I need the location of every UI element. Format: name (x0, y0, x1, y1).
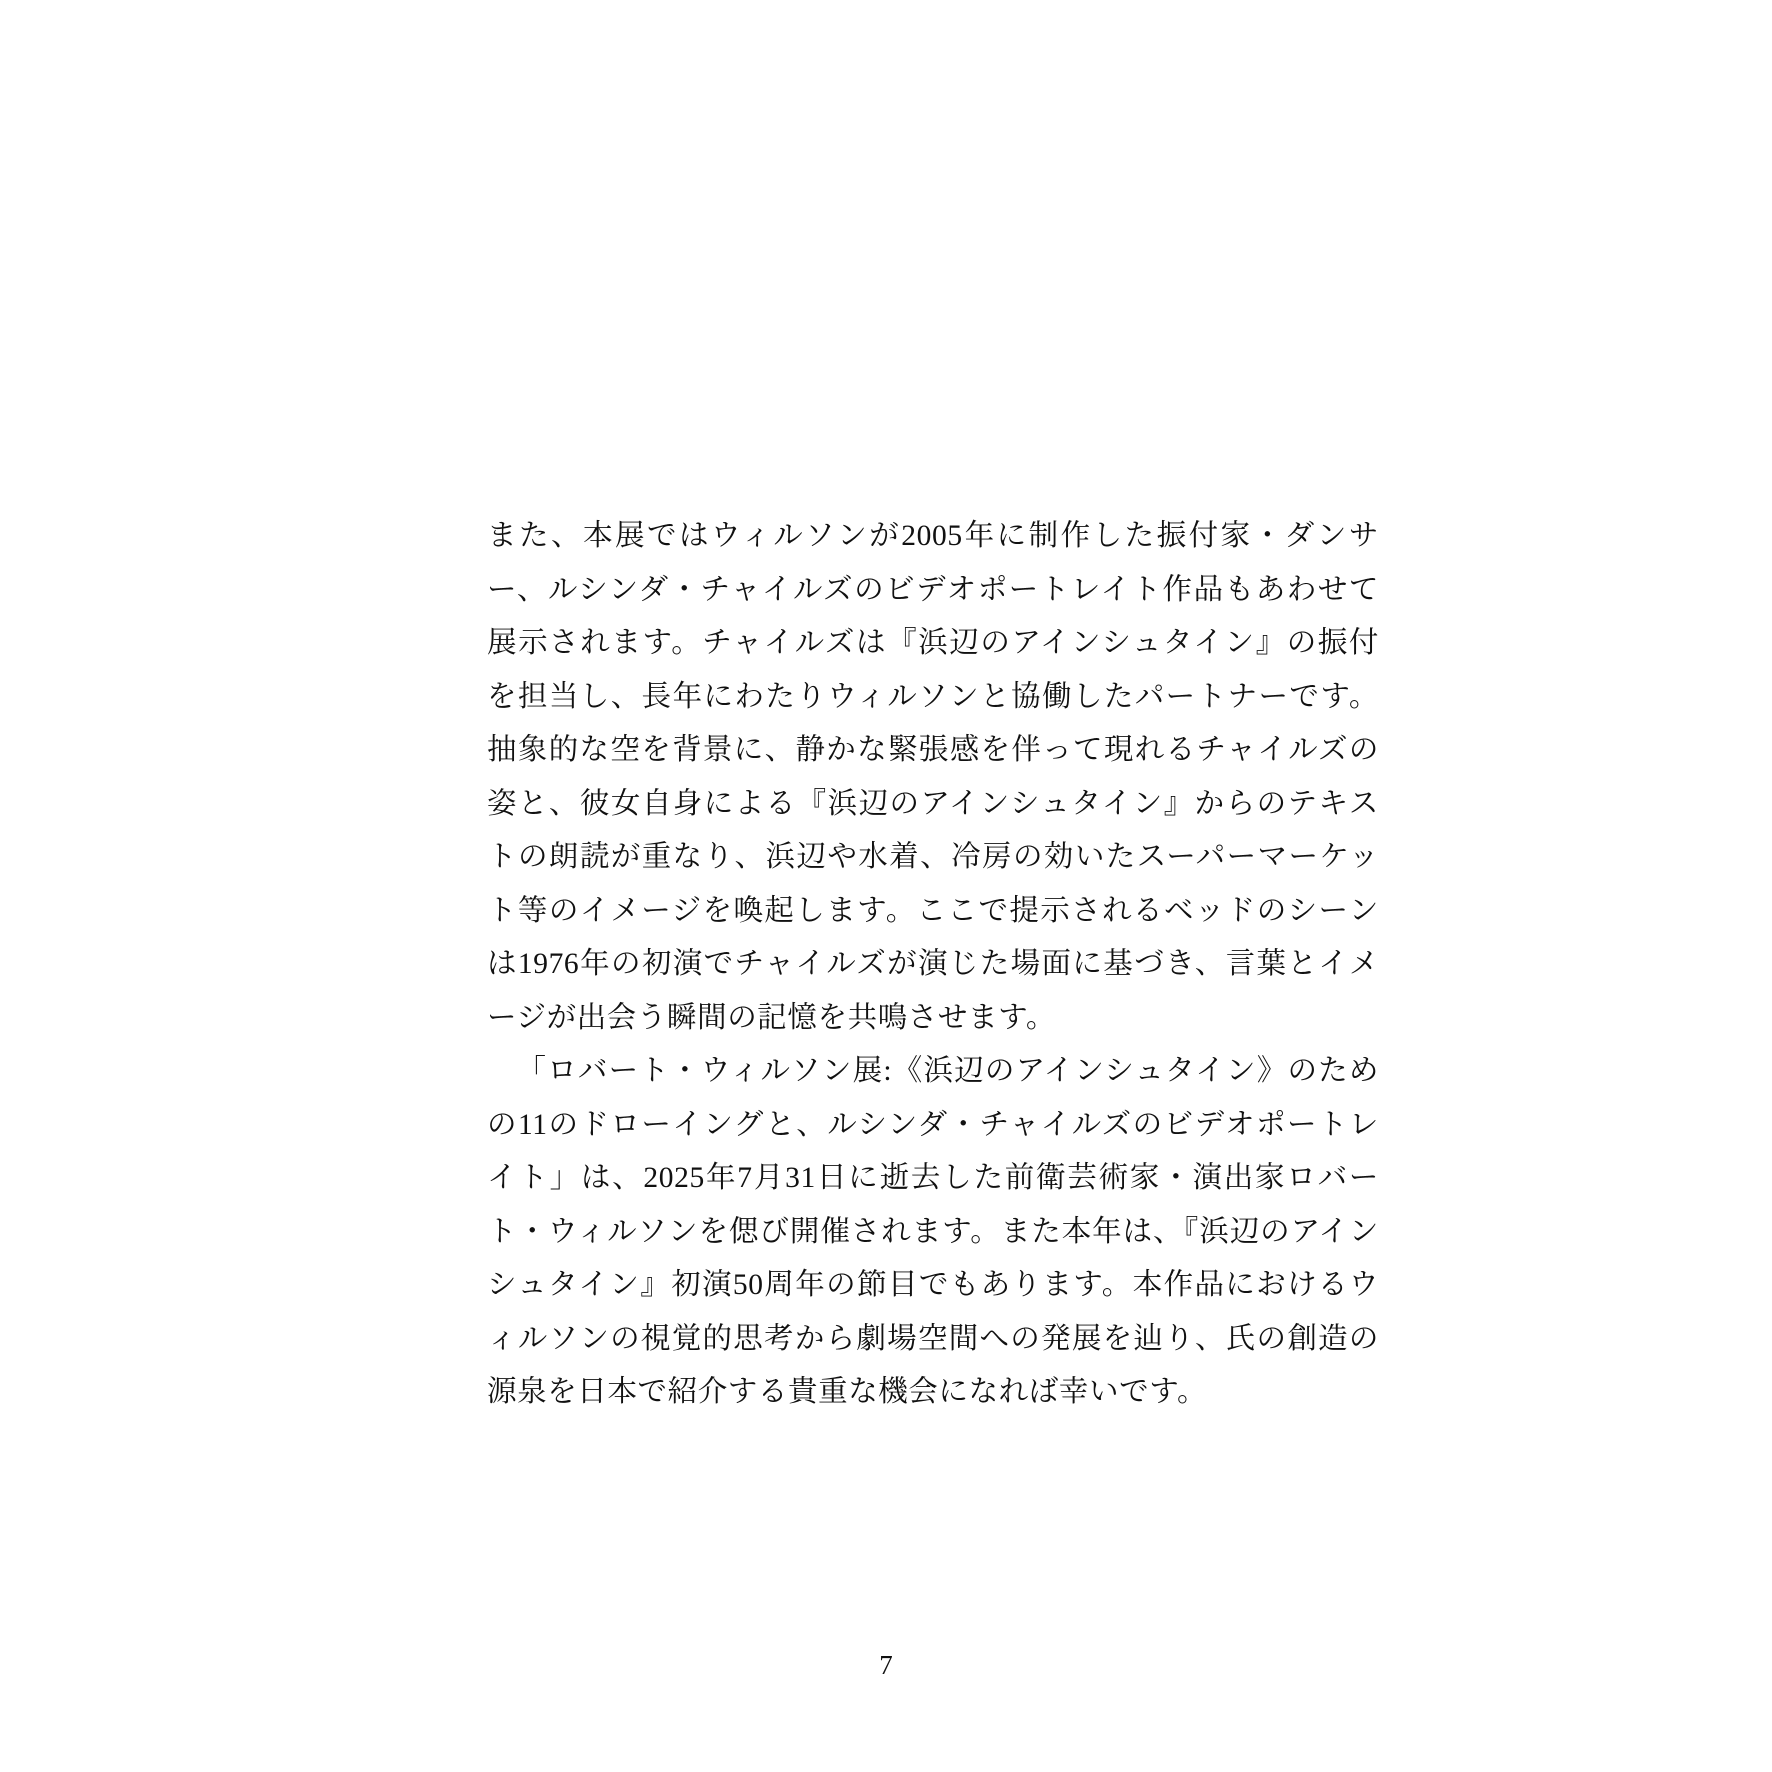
page-number: 7 (879, 1650, 893, 1680)
paragraph-1: また、本展ではウィルソンが2005年に制作した振付家・ダンサー、ルシンダ・チャイルズのビデオポートレイト作品もあわせて展示されます。チャイルズは『浜辺のアインシュタイン』の振付を担当し、長年にわたりウィルソンと協働したパートナーです。抽象的な空を背景に、静かな緊張感を伴って現れるチャイルズの姿と、彼女自身による『浜辺のアインシュタイン』からのテキストの朗読が重なり、浜辺や水着、冷房の効いたスーパーマーケット等のイメージを喚起します。ここで提示されるベッドのシーンは1976年の初演でチャイルズが演じた場面に基づき、言葉とイメージが出会う瞬間の記憶を共鳴させます。 (487, 520, 1379, 1034)
body-text-column (487, 510, 1379, 1420)
paragraph-2: 「ロバート・ウィルソン展:《浜辺のアインシュタイン》のための11のドローイングと、ルシンダ・チャイルズのビデオポートレイト」は、2025年7月31日に逝去した前衛芸術家・演出家ロバート・ウィルソンを偲び開催されます。また本年は、『浜辺のアインシュタイン』初演50周年の節目でもあります。本作品におけるウィルソンの視覚的思考から劇場空間への発展を辿り、氏の創造の源泉を日本で紹介する貴重な機会になれば幸いです。 (487, 1055, 1379, 1408)
